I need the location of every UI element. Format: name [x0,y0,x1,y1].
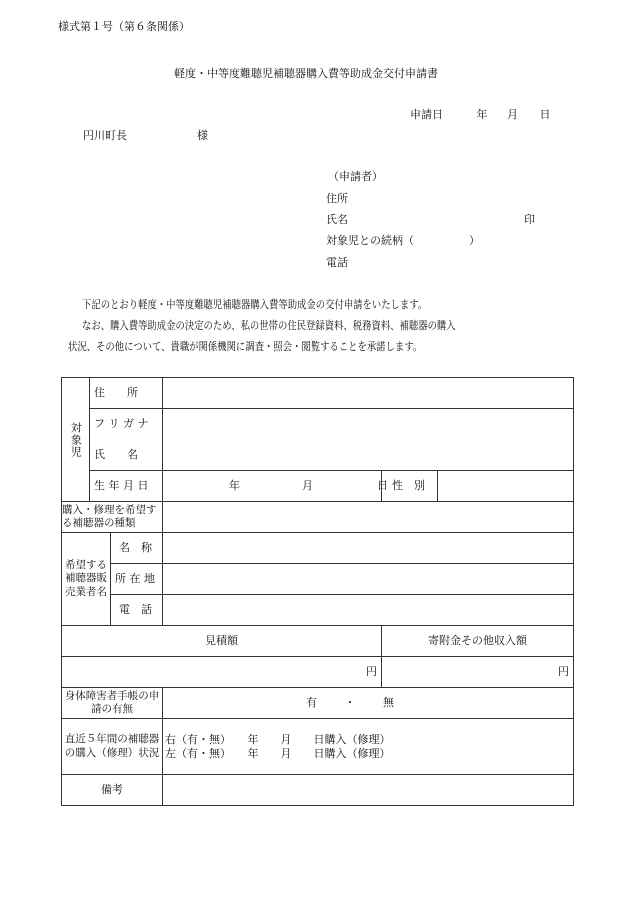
history-label: 直近５年間の補聴器の購入（修理）状況 [62,719,163,775]
body-line-3: 状況、その他について、貴職が関係機関に調査・照会・閲覧することを承諾します。 [68,340,423,353]
child-furigana-label: フ リ ガ ナ [90,409,163,440]
body-line-2: なお、購入費等助成金の決定のため、私の世帯の住民登録資料、税務資料、補聴器の購入 [82,319,456,332]
history-left: 左（有・無） 年 月 日購入（修理） [165,746,391,760]
child-furigana-input[interactable] [163,409,574,440]
device-type-label: 購入・修理を希望する補聴器の種類 [62,502,163,533]
child-birthdate-input[interactable]: 年 月 日 [163,471,382,502]
applicant-name-label: 氏名 [326,213,348,226]
applicant-heading: （申請者） [328,170,383,183]
body-line-1: 下記のとおり軽度・中等度難聴児補聴器購入費等助成金の交付申請をいたします。 [82,298,428,311]
vendor-phone-input[interactable] [163,595,574,626]
vendor-address-label: 所 在 地 [111,564,163,595]
child-label: 対象児 [62,378,90,502]
vendor-name-label: 名 称 [111,533,163,564]
form-number: 様式第１号（第６条関係） [58,20,190,33]
child-birthdate-label: 生 年 月 日 [90,471,163,502]
applicant-phone-label: 電話 [326,256,348,269]
device-type-input[interactable] [163,502,574,533]
child-address-label: 住 所 [90,378,163,409]
application-table [61,377,574,806]
vendor-address-input[interactable] [163,564,574,595]
estimate-input[interactable]: 円 [62,657,382,688]
addressee: 円川町長 様 [83,129,208,142]
child-gender-label: 性 別 [382,471,438,502]
child-address-input[interactable] [163,378,574,409]
page-title: 軽度・中等度難聴児補聴器購入費等助成金交付申請書 [174,67,438,80]
application-date: 申請日 年 月 日 [410,108,551,121]
remarks-label: 備考 [62,775,163,806]
applicant-relation-label: 対象児との続柄（ ） [326,234,480,247]
child-gender-input[interactable] [438,471,574,502]
donation-label: 寄附金その他収入額 [382,626,574,657]
vendor-phone-label: 電 話 [111,595,163,626]
estimate-label: 見積額 [62,626,382,657]
vendor-name-input[interactable] [163,533,574,564]
applicant-address-label: 住所 [326,192,348,205]
history-right: 右（有・無） 年 月 日購入（修理） [165,732,391,746]
handbook-label: 身体障害者手帳の申請の有無 [62,688,163,719]
seal-mark: 印 [524,213,535,226]
history-input[interactable] [163,719,574,775]
handbook-choice[interactable]: 有 ・ 無 [163,688,574,719]
remarks-input[interactable] [163,775,574,806]
vendor-label: 希望する補聴器販売業者名 [62,533,111,626]
child-name-input[interactable] [163,440,574,471]
donation-input[interactable]: 円 [382,657,574,688]
child-name-label: 氏 名 [90,440,163,471]
